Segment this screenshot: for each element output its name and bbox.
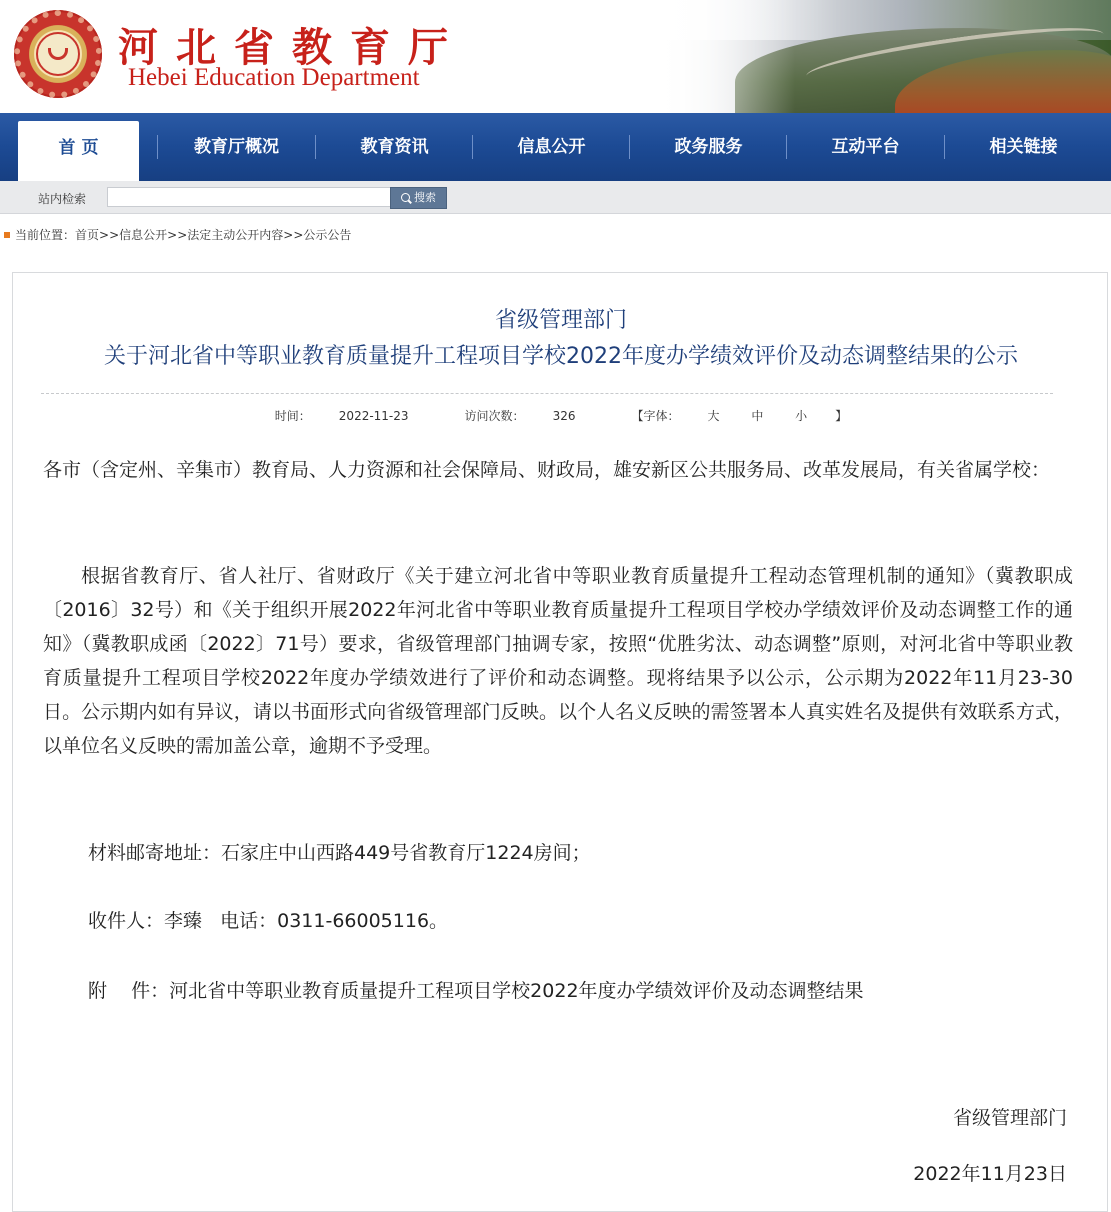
publish-time: 时间： 2022-11-23 bbox=[274, 409, 409, 423]
breadcrumb-prefix: 当前位置： bbox=[15, 228, 76, 242]
nav-item-home[interactable]: 首 页 bbox=[18, 121, 139, 181]
signature-dept: 省级管理部门 bbox=[952, 1107, 1067, 1129]
article-title: 关于河北省中等职业教育质量提升工程项目学校2022年度办学绩效评价及动态调整结果的公示 bbox=[104, 344, 1018, 369]
main-nav bbox=[0, 113, 1111, 181]
font-large-button[interactable]: 大 bbox=[707, 409, 720, 423]
nav-item-interaction[interactable]: 互动平台 bbox=[831, 137, 900, 157]
font-size-controls: 【字体： 大 中 小 】 bbox=[631, 409, 848, 423]
article-paragraph: 根据省教育厅、省人社厅、省财政厅《关于建立河北省中等职业教育质量提升工程动态管理机制的通知》（冀教职成〔2016〕32号）和《关于组织开展2022年河北省中等职业教育质量提升工程项目学校办学绩效评价及动态调整工作的通知》（冀教职成函〔2022〕71号）要求，省级管理部门抽调专家，按照“优胜劣汰、动态调整”原则，对河北省中等职业教育质量提升工程项目学校2022年度办学绩效进行了评价和动态调整。现将结果予以公示，公示期为2022年11月23-30日。公示期内如有异议，请以书面形式向省级管理部门反映。以个人名义反映的需签署本人真实姓名及提供有效联系方式，以单位名义反映的需加盖公章，逾期不予受理。 bbox=[43, 565, 1073, 757]
breadcrumb-notices[interactable]: 公示公告 bbox=[303, 228, 352, 242]
title-divider bbox=[41, 393, 1053, 394]
breadcrumb: 当前位置：首页>>信息公开>>法定主动公开内容>>公示公告 bbox=[4, 226, 351, 243]
attachment-link[interactable]: 河北省中等职业教育质量提升工程项目学校2022年度办学绩效评价及动态调整结果 bbox=[169, 980, 864, 1002]
visit-count: 访问次数： 326 bbox=[464, 409, 576, 423]
search-bar bbox=[0, 181, 1111, 214]
attachment-line bbox=[88, 976, 864, 1003]
article-meta bbox=[13, 407, 1109, 424]
nav-item-services[interactable]: 政务服务 bbox=[674, 137, 743, 157]
contact-info: 收件人：李臻 电话：0311-66005116。 bbox=[88, 910, 449, 932]
search-button[interactable]: 搜索 bbox=[390, 187, 447, 209]
attachment-label: 附 件： bbox=[88, 980, 170, 1002]
nav-item-overview[interactable]: 教育厅概况 bbox=[194, 137, 279, 157]
search-label: 站内检索 bbox=[38, 192, 87, 206]
search-input[interactable] bbox=[107, 187, 393, 207]
article-container bbox=[12, 272, 1108, 1212]
font-medium-button[interactable]: 中 bbox=[751, 409, 764, 423]
breadcrumb-disclosure[interactable]: 信息公开 bbox=[119, 228, 168, 242]
location-icon bbox=[4, 232, 10, 238]
search-icon bbox=[401, 193, 410, 202]
nav-item-news[interactable]: 教育资讯 bbox=[360, 137, 429, 157]
article-dept: 省级管理部门 bbox=[494, 308, 627, 333]
great-wall-banner bbox=[655, 0, 1111, 113]
font-small-button[interactable]: 小 bbox=[795, 409, 808, 423]
breadcrumb-home[interactable]: 首页 bbox=[75, 228, 100, 242]
breadcrumb-legal-content[interactable]: 法定主动公开内容 bbox=[187, 228, 284, 242]
site-header bbox=[0, 0, 1111, 113]
emblem-icon[interactable] bbox=[14, 10, 102, 98]
nav-item-links[interactable]: 相关链接 bbox=[989, 137, 1058, 157]
mailing-address: 材料邮寄地址：石家庄中山西路449号省教育厅1224房间； bbox=[88, 842, 591, 864]
signature-date: 2022年11月23日 bbox=[913, 1163, 1067, 1185]
article-greeting: 各市（含定州、辛集市）教育局、人力资源和社会保障局、财政局，雄安新区公共服务局、改革发展局，有关省属学校： bbox=[43, 459, 1051, 481]
nav-item-disclosure[interactable]: 信息公开 bbox=[517, 137, 586, 157]
site-title-en[interactable]: Hebei Education Department bbox=[128, 64, 420, 91]
site-title-cn[interactable]: 河北省教育厅 bbox=[118, 24, 466, 71]
